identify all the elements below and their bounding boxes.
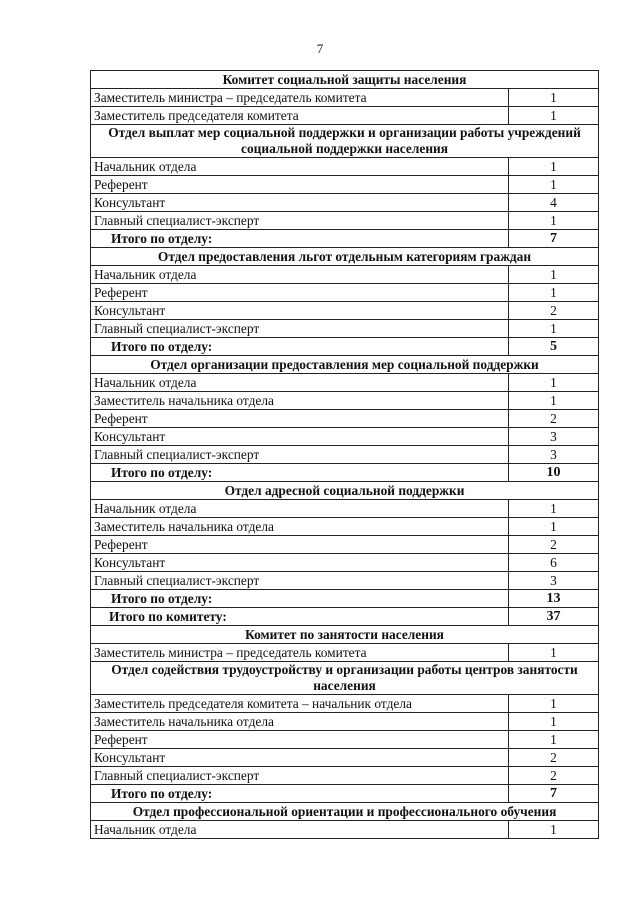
position-count: 4 xyxy=(509,194,599,212)
position-count: 1 xyxy=(509,731,599,749)
position-row xyxy=(91,374,599,392)
position-title: Заместитель начальника отдела xyxy=(91,713,509,731)
position-row xyxy=(91,500,599,518)
total-count: 5 xyxy=(509,338,599,356)
section-title: Отдел организации предоставления мер социальной поддержки xyxy=(91,356,599,374)
position-count: 1 xyxy=(509,158,599,176)
section-title: Отдел содействия трудоустройству и организации работы центров занятости населения xyxy=(91,662,599,695)
department-total-row xyxy=(91,338,599,356)
position-row xyxy=(91,428,599,446)
section-title: Отдел профессиональной ориентации и профессионального обучения xyxy=(91,803,599,821)
position-count: 2 xyxy=(509,302,599,320)
position-title: Заместитель председателя комитета – начальник отдела xyxy=(91,695,509,713)
position-count: 2 xyxy=(509,410,599,428)
total-label: Итого по отделу: xyxy=(91,464,509,482)
position-title: Референт xyxy=(91,176,509,194)
position-title: Заместитель начальника отдела xyxy=(91,392,509,410)
section-header-row xyxy=(91,71,599,89)
page-number: 7 xyxy=(316,41,324,56)
position-row xyxy=(91,572,599,590)
total-count: 37 xyxy=(509,608,599,626)
position-row xyxy=(91,302,599,320)
position-title: Начальник отдела xyxy=(91,266,509,284)
position-title: Начальник отдела xyxy=(91,500,509,518)
position-row xyxy=(91,410,599,428)
position-title: Референт xyxy=(91,410,509,428)
position-title: Заместитель начальника отдела xyxy=(91,518,509,536)
position-count: 1 xyxy=(509,713,599,731)
position-row xyxy=(91,320,599,338)
position-title: Заместитель министра – председатель комитета xyxy=(91,89,509,107)
section-header-row xyxy=(91,356,599,374)
position-count: 1 xyxy=(509,695,599,713)
section-title: Отдел предоставления льгот отдельным категориям граждан xyxy=(91,248,599,266)
position-count: 1 xyxy=(509,644,599,662)
position-count: 1 xyxy=(509,320,599,338)
section-title: Комитет социальной защиты населения xyxy=(91,71,599,89)
position-row xyxy=(91,821,599,839)
position-row xyxy=(91,392,599,410)
total-label: Итого по комитету: xyxy=(91,608,509,626)
position-title: Главный специалист-эксперт xyxy=(91,446,509,464)
position-count: 1 xyxy=(509,176,599,194)
position-count: 2 xyxy=(509,767,599,785)
position-row xyxy=(91,695,599,713)
position-row xyxy=(91,536,599,554)
position-count: 1 xyxy=(509,107,599,125)
committee-total-row xyxy=(91,608,599,626)
position-title: Консультант xyxy=(91,302,509,320)
position-title: Консультант xyxy=(91,554,509,572)
position-title: Референт xyxy=(91,536,509,554)
position-row xyxy=(91,731,599,749)
position-title: Референт xyxy=(91,284,509,302)
position-row xyxy=(91,518,599,536)
position-count: 1 xyxy=(509,266,599,284)
total-count: 13 xyxy=(509,590,599,608)
position-row xyxy=(91,89,599,107)
total-label: Итого по отделу: xyxy=(91,785,509,803)
position-count: 1 xyxy=(509,212,599,230)
position-row xyxy=(91,446,599,464)
section-title: Отдел выплат мер социальной поддержки и организации работы учреждений социальной поддержки населения xyxy=(91,125,599,158)
total-label: Итого по отделу: xyxy=(91,338,509,356)
position-title: Начальник отдела xyxy=(91,158,509,176)
section-header-row xyxy=(91,626,599,644)
position-title: Главный специалист-эксперт xyxy=(91,767,509,785)
position-count: 1 xyxy=(509,500,599,518)
position-title: Консультант xyxy=(91,749,509,767)
position-count: 1 xyxy=(509,392,599,410)
position-row xyxy=(91,266,599,284)
section-header-row xyxy=(91,803,599,821)
total-label: Итого по отделу: xyxy=(91,590,509,608)
position-row xyxy=(91,107,599,125)
position-count: 2 xyxy=(509,749,599,767)
total-count: 10 xyxy=(509,464,599,482)
department-total-row xyxy=(91,230,599,248)
position-row xyxy=(91,194,599,212)
position-row xyxy=(91,554,599,572)
section-header-row xyxy=(91,125,599,158)
section-title: Отдел адресной социальной поддержки xyxy=(91,482,599,500)
position-title: Заместитель председателя комитета xyxy=(91,107,509,125)
position-title: Начальник отдела xyxy=(91,821,509,839)
total-count: 7 xyxy=(509,230,599,248)
position-row xyxy=(91,644,599,662)
position-title: Главный специалист-эксперт xyxy=(91,320,509,338)
position-title: Консультант xyxy=(91,428,509,446)
position-title: Главный специалист-эксперт xyxy=(91,212,509,230)
position-title: Заместитель министра – председатель комитета xyxy=(91,644,509,662)
position-count: 6 xyxy=(509,554,599,572)
position-count: 2 xyxy=(509,536,599,554)
section-header-row xyxy=(91,248,599,266)
staffing-table-body xyxy=(91,71,599,839)
position-count: 3 xyxy=(509,572,599,590)
position-title: Консультант xyxy=(91,194,509,212)
staffing-table xyxy=(90,70,599,839)
position-count: 3 xyxy=(509,446,599,464)
position-title: Начальник отдела xyxy=(91,374,509,392)
position-row xyxy=(91,713,599,731)
position-count: 1 xyxy=(509,518,599,536)
department-total-row xyxy=(91,590,599,608)
position-count: 1 xyxy=(509,284,599,302)
section-header-row xyxy=(91,482,599,500)
position-title: Референт xyxy=(91,731,509,749)
department-total-row xyxy=(91,464,599,482)
department-total-row xyxy=(91,785,599,803)
position-row xyxy=(91,749,599,767)
position-row xyxy=(91,284,599,302)
position-row xyxy=(91,767,599,785)
position-count: 1 xyxy=(509,821,599,839)
section-header-row xyxy=(91,662,599,695)
position-row xyxy=(91,176,599,194)
total-count: 7 xyxy=(509,785,599,803)
position-count: 1 xyxy=(509,374,599,392)
total-label: Итого по отделу: xyxy=(91,230,509,248)
position-row xyxy=(91,158,599,176)
position-row xyxy=(91,212,599,230)
section-title: Комитет по занятости населения xyxy=(91,626,599,644)
position-title: Главный специалист-эксперт xyxy=(91,572,509,590)
position-count: 1 xyxy=(509,89,599,107)
position-count: 3 xyxy=(509,428,599,446)
